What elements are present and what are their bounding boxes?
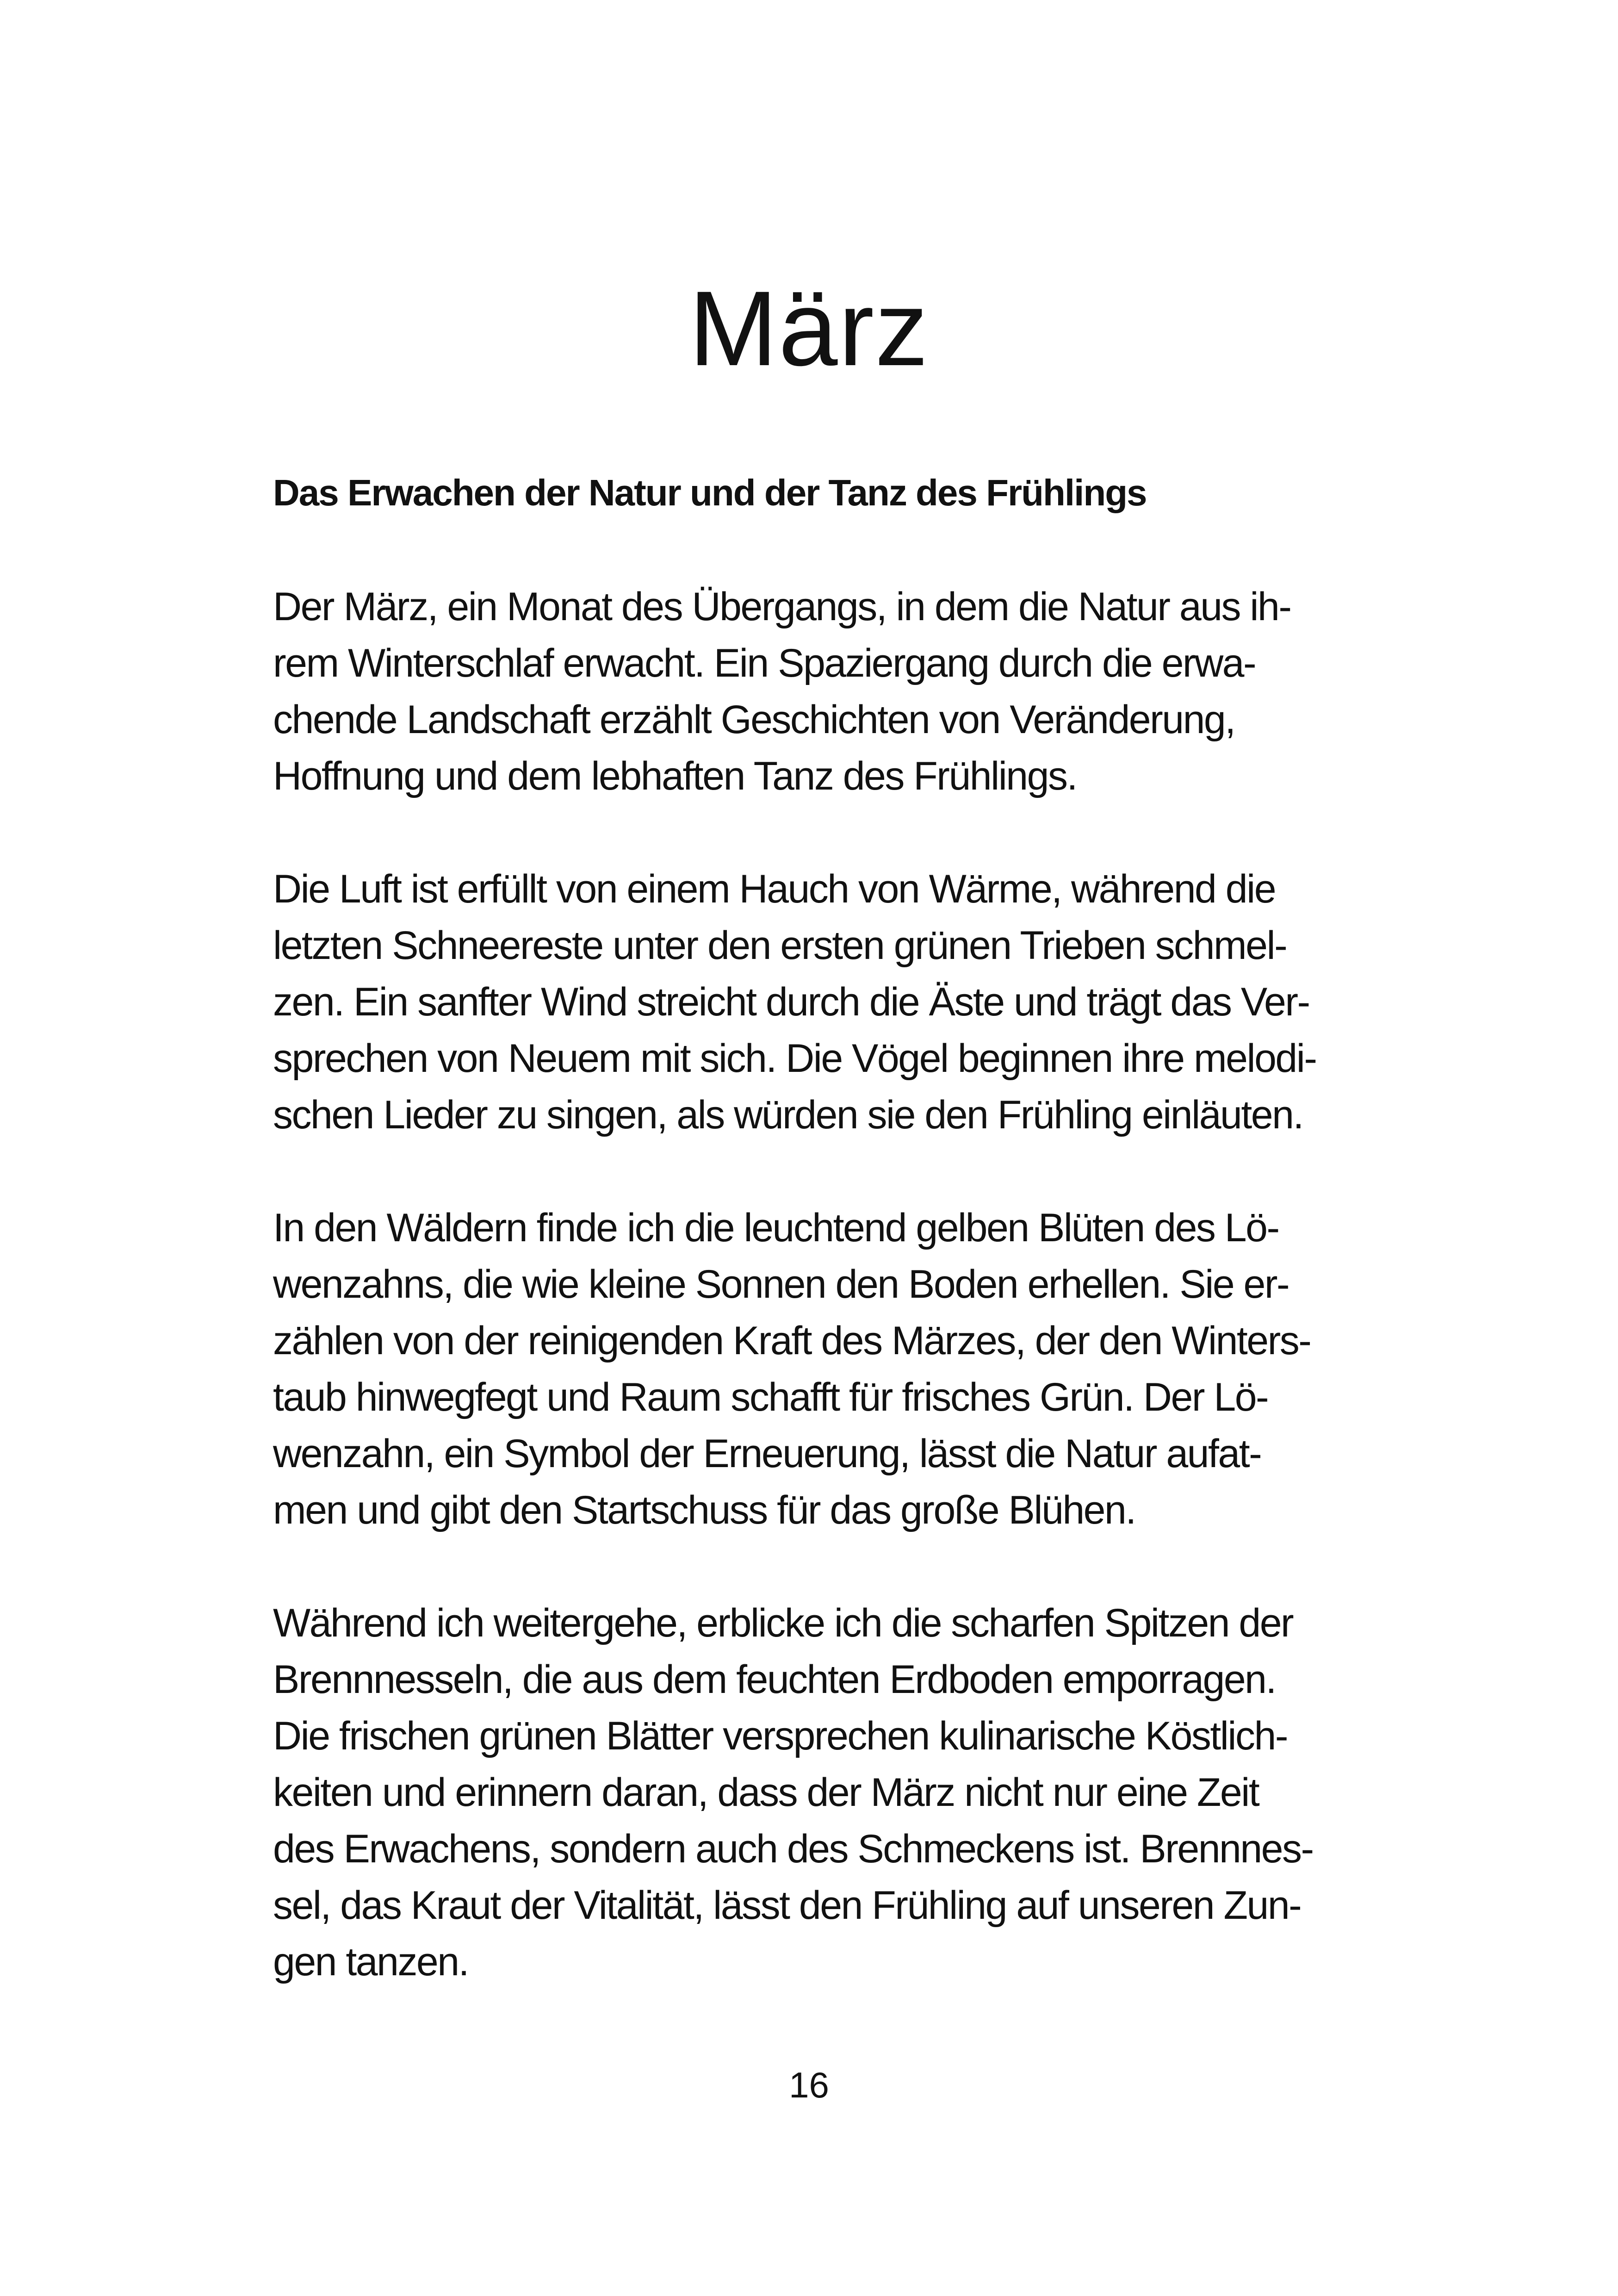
text-line: Hoffnung und dem lebhaften Tanz des Frühlings. <box>273 754 1077 798</box>
text-line: zählen von der reinigenden Kraft des Märzes, der den Winters- <box>273 1319 1311 1363</box>
text-line: wenzahns, die wie kleine Sonnen den Boden erhellen. Sie er- <box>273 1262 1289 1307</box>
text-line: Brennnesseln, die aus dem feuchten Erdboden emporragen. <box>273 1657 1276 1702</box>
text-line: men und gibt den Startschuss für das große Blühen. <box>273 1488 1135 1532</box>
text-line: des Erwachens, sondern auch des Schmeckens ist. Brennnes- <box>273 1827 1313 1871</box>
paragraph <box>273 1200 1402 1538</box>
text-line: rem Winterschlaf erwacht. Ein Spaziergang durch die erwa- <box>273 641 1256 685</box>
paragraph <box>273 1595 1402 1990</box>
paragraph <box>273 861 1402 1143</box>
chapter-subtitle: Das Erwachen der Natur und der Tanz des Frühlings <box>273 472 1147 513</box>
text-line: letzten Schneereste unter den ersten grünen Trieben schmel- <box>273 923 1287 968</box>
text-line: sel, das Kraut der Vitalität, lässt den Frühling auf unseren Zun- <box>273 1883 1301 1928</box>
page-number: 16 <box>789 2065 829 2105</box>
text-line: zen. Ein sanfter Wind streicht durch die Äste und trägt das Ver- <box>273 980 1309 1024</box>
text-line: keiten und erinnern daran, dass der März nicht nur eine Zeit <box>273 1770 1259 1815</box>
text-line: wenzahn, ein Symbol der Erneuerung, lässt die Natur aufat- <box>273 1431 1261 1476</box>
text-line: schen Lieder zu singen, als würden sie den Frühling einläuten. <box>273 1093 1303 1137</box>
text-line: Die frischen grünen Blätter versprechen kulinarische Köstlich- <box>273 1714 1287 1758</box>
text-line: chende Landschaft erzählt Geschichten von Veränderung, <box>273 697 1235 742</box>
text-line: In den Wäldern finde ich die leuchtend gelben Blüten des Lö- <box>273 1206 1279 1250</box>
text-line: Während ich weitergehe, erblicke ich die scharfen Spitzen der <box>273 1601 1293 1645</box>
text-line: Die Luft ist erfüllt von einem Hauch von Wärme, während die <box>273 867 1276 911</box>
paragraph <box>273 579 1402 804</box>
body-text <box>273 579 1402 2047</box>
text-line: taub hinwegfegt und Raum schafft für frisches Grün. Der Lö- <box>273 1375 1268 1419</box>
text-line: Der März, ein Monat des Übergangs, in dem die Natur aus ih- <box>273 585 1291 629</box>
text-line: sprechen von Neuem mit sich. Die Vögel beginnen ihre melodi- <box>273 1036 1316 1081</box>
chapter-title: März <box>688 269 930 388</box>
text-line: gen tanzen. <box>273 1940 468 1984</box>
